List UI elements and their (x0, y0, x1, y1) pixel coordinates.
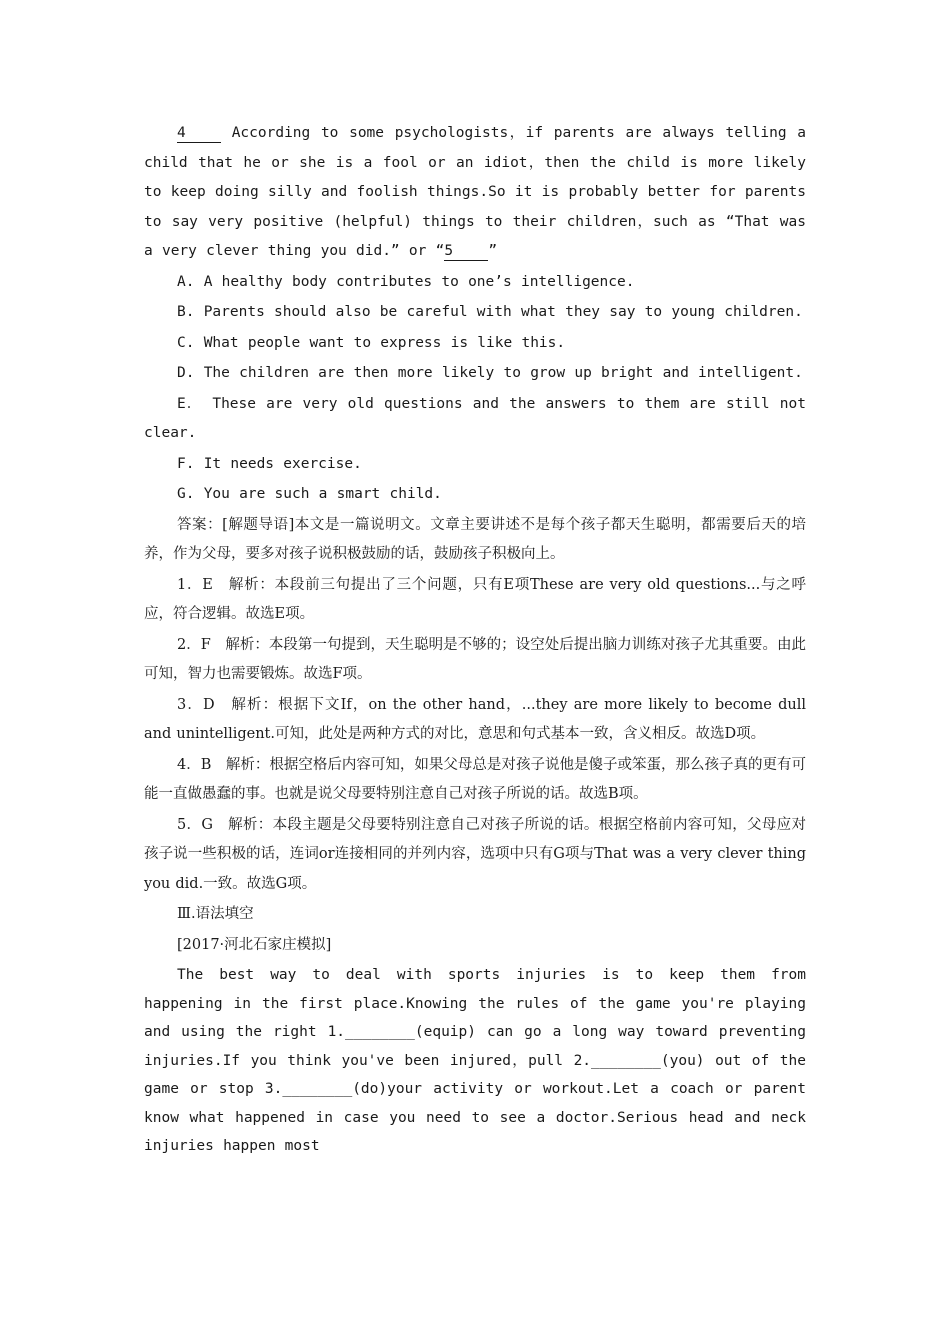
explanation-2: 2．F 解析：本段第一句提到，天生聪明是不够的；设空处后提出脑力训练对孩子尤其重要。由此可知，智力也需要锻炼。故选F项。 (144, 636, 806, 682)
option-a: A. A healthy body contributes to one’s intelligence. (177, 273, 635, 290)
fill-blank-3: ________ (282, 1081, 353, 1097)
closing-quote: ” (488, 243, 498, 259)
passage-paragraph-end (144, 119, 806, 267)
explanation-3: 3．D 解析：根据下文If，on the other hand，...they are more likely to become dull and unintelligent.可知，此处是两种方式的对比，意思和句式基本一致，含义相反。故选D项。 (144, 696, 806, 742)
document-page (144, 119, 806, 1161)
passage-text: (do)your activity or workout.Let a coach or parent know what happened in case you need to see a doctor.Serious head and neck injuries happen most (144, 1081, 806, 1154)
passage-text: According to some psychologists，if parents are always telling a child that he or she is a fool or an idiot，then the child is more likely to keep doing silly and foolish things.So it is probably better for parents to say very positive (helpful) things to their children，such as “That was a very clever thing you did.” or “ (144, 125, 806, 259)
explanation-4: 4．B 解析：根据空格后内容可知，如果父母总是对孩子说他是傻子或笨蛋，那么孩子真的更有可能一直做愚蠢的事。也就是说父母要特别注意自己对孩子所说的话。故选B项。 (144, 756, 806, 802)
explanation-1: 1．E 解析：本段前三句提出了三个问题，只有E项These are very old questions...与之呼应，符合逻辑。故选E项。 (144, 576, 806, 622)
grammar-passage (144, 961, 806, 1161)
explanation-5: 5．G 解析：本段主题是父母要特别注意自己对孩子所说的话。根据空格前内容可知，父母应对孩子说一些积极的话，连词or连接相同的并列内容，选项中只有G项与That was a very clever thing you did.一致。故选G项。 (144, 816, 806, 892)
source-label: [2017·河北石家庄模拟] (177, 936, 332, 953)
section-title: Ⅲ.语法填空 (177, 906, 254, 922)
passage-text: (equip) can go a long way toward preventing injuries.If you think you've been injured，pull 2. (144, 1024, 806, 1069)
option-e: E． These are very old questions and the answers to them are still not clear. (144, 395, 806, 441)
question-blank-4: 4 (177, 124, 221, 143)
fill-blank-1: ________ (345, 1024, 415, 1040)
fill-blank-2: ________ (591, 1052, 661, 1069)
passage-text: The best way to deal with sports injuries is to keep them from happening in the first place.Knowing the rules of the game you're playing and using the right 1. (144, 967, 806, 1040)
option-c: C. What people want to express is like this. (177, 334, 566, 351)
passage-text: (you) out of the game or stop 3. (144, 1052, 806, 1097)
option-d: D. The children are then more likely to grow up bright and intelligent. (177, 365, 803, 381)
answer-intro: 答案：[解题导语]本文是一篇说明文。文章主要讲述不是每个孩子都天生聪明，都需要后天的培养，作为父母，要多对孩子说积极鼓励的话，鼓励孩子积极向上。 (144, 516, 806, 562)
question-blank-5: 5 (444, 242, 488, 261)
option-f: F. It needs exercise. (177, 455, 362, 472)
option-b: B. Parents should also be careful with what they say to young children. (177, 304, 803, 320)
option-g: G. You are such a smart child. (177, 486, 442, 502)
